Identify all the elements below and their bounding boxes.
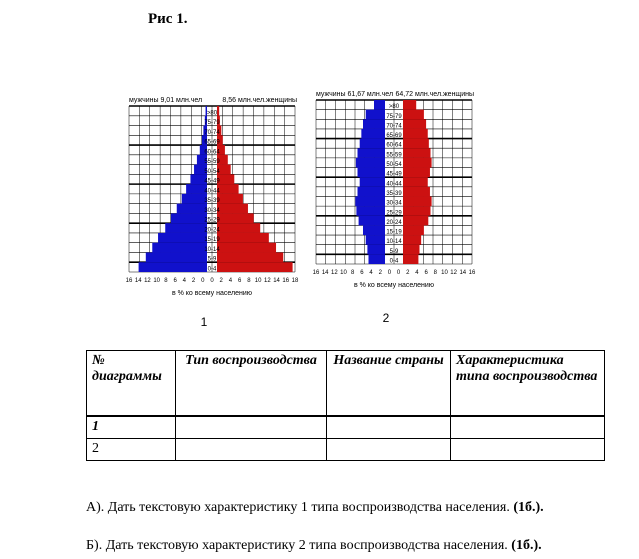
female-bar — [403, 245, 420, 255]
female-bar — [403, 168, 430, 178]
tick-label: 12 — [144, 278, 151, 284]
female-bar — [403, 148, 431, 158]
age-label: 0-4 — [207, 266, 217, 273]
female-bar — [403, 196, 432, 206]
tick-label: 4 — [415, 270, 419, 276]
female-bar — [403, 158, 432, 168]
age-label: 50-54 — [204, 168, 220, 175]
female-bar — [403, 129, 428, 139]
age-label: 25-29 — [204, 217, 220, 224]
row-number: 2 — [87, 439, 176, 461]
population-pyramid-1 — [127, 92, 299, 339]
row-country-cell[interactable] — [327, 416, 451, 439]
tick-label: 14 — [459, 270, 467, 276]
female-bar — [217, 106, 219, 116]
male-bar — [158, 233, 207, 243]
male-bar — [360, 139, 385, 149]
male-bar — [171, 213, 207, 223]
female-bar — [403, 177, 428, 187]
age-label: 60-64 — [386, 142, 402, 149]
age-label: 75-79 — [386, 113, 402, 120]
male-bar — [146, 252, 207, 262]
male-bar — [374, 100, 385, 110]
task-a — [86, 500, 544, 516]
male-bar — [139, 262, 207, 272]
header-reproduction-type: Тип воспроизводства — [176, 351, 327, 417]
female-bar — [217, 252, 283, 262]
tick-label: 8 — [351, 270, 355, 276]
figure-title: Рис 1. — [148, 11, 188, 27]
male-bar — [152, 243, 207, 253]
table-row — [87, 416, 605, 439]
male-bar — [358, 168, 386, 178]
male-bar — [369, 254, 386, 264]
task-b-points: (1б.). — [511, 538, 542, 553]
tick-label: 14 — [134, 278, 142, 284]
female-bar — [403, 110, 424, 120]
task-a-points: (1б.). — [513, 500, 544, 515]
tick-label: 16 — [312, 270, 320, 276]
age-label: 30-34 — [386, 200, 402, 207]
left-header: мужчины 9,01 млн.чел — [129, 97, 203, 104]
tick-label: 10 — [254, 278, 262, 284]
female-bar — [403, 216, 428, 226]
tick-label: 14 — [321, 270, 329, 276]
right-header: 64,72 млн.чел.женщины — [395, 91, 474, 98]
tick-label: 4 — [182, 278, 187, 284]
tick-label: 16 — [468, 270, 476, 276]
male-bar — [177, 204, 207, 214]
pyramid-2-chart — [314, 86, 476, 334]
task-a-text: А). Дать текстовую характеристику 1 типа воспроизводства населения. — [86, 500, 510, 515]
row-number: 1 — [87, 416, 176, 439]
male-bar — [358, 148, 386, 158]
age-label: 15-19 — [204, 237, 220, 244]
male-bar — [366, 235, 385, 245]
female-bar — [217, 204, 248, 214]
male-bar — [361, 129, 385, 139]
age-label: 20-24 — [386, 219, 402, 226]
tick-label: 8 — [164, 278, 168, 284]
table-header-row — [87, 351, 605, 417]
female-bar — [217, 233, 269, 243]
tick-label: 16 — [282, 278, 290, 284]
diagram-number: 1 — [200, 315, 208, 329]
tick-label: 12 — [331, 270, 338, 276]
age-label: 70-74 — [386, 123, 402, 130]
age-label: 55-59 — [204, 159, 220, 166]
age-label: 0-4 — [389, 258, 399, 265]
age-label: 10-14 — [204, 246, 220, 253]
age-label: 25-29 — [386, 210, 402, 217]
male-bar — [355, 196, 385, 206]
tick-label: 2 — [378, 270, 382, 276]
female-bar — [217, 262, 293, 272]
tick-label: 2 — [406, 270, 410, 276]
tick-label: 6 — [237, 278, 242, 284]
age-label: 30-34 — [204, 207, 220, 214]
tick-label: 14 — [273, 278, 280, 284]
age-label: 55-59 — [386, 152, 402, 159]
female-bar — [403, 187, 430, 197]
table-row — [87, 439, 605, 461]
tick-label: 12 — [450, 270, 457, 276]
row-type-cell[interactable] — [176, 439, 327, 461]
age-label: >80 — [206, 110, 218, 117]
pyramid-1-chart — [127, 92, 299, 334]
tick-label: 4 — [228, 278, 233, 284]
tick-label: 0 — [396, 270, 401, 276]
female-bar — [403, 119, 426, 129]
age-label: 10-14 — [386, 239, 402, 246]
tick-label: 2 — [191, 278, 196, 284]
tick-label: 10 — [340, 270, 347, 276]
age-label: 65-69 — [204, 139, 220, 146]
age-label: 15-19 — [386, 229, 402, 236]
male-bar — [366, 110, 385, 120]
male-bar — [363, 225, 385, 235]
male-bar — [356, 206, 385, 216]
age-label: 45-49 — [204, 178, 220, 185]
tick-label: 10 — [153, 278, 161, 284]
tick-label: 18 — [291, 278, 299, 284]
female-bar — [403, 254, 418, 264]
row-country-cell[interactable] — [327, 439, 451, 461]
age-label: 70-74 — [204, 129, 220, 136]
diagram-number: 2 — [382, 311, 390, 325]
female-bar — [403, 235, 421, 245]
tick-label: 10 — [441, 270, 448, 276]
female-bar — [217, 213, 254, 223]
tick-label: 8 — [247, 278, 251, 284]
tick-label: 4 — [369, 270, 373, 276]
tick-label: 16 — [125, 278, 133, 284]
tick-label: 6 — [173, 278, 177, 284]
age-label: 20-24 — [204, 227, 220, 234]
row-characteristic-cell[interactable] — [451, 416, 605, 439]
age-label: 35-39 — [386, 190, 402, 197]
age-label: 5-9 — [389, 248, 399, 255]
tick-label: 0 — [210, 278, 214, 284]
female-bar — [403, 225, 424, 235]
female-bar — [217, 223, 260, 233]
header-country-name: Название страны — [327, 351, 451, 417]
tick-label: 2 — [219, 278, 223, 284]
age-label: 60-64 — [204, 149, 220, 156]
male-bar — [359, 216, 385, 226]
age-label: 65-69 — [386, 133, 402, 140]
axis-caption: в % ко всему населению — [171, 290, 253, 297]
age-label: 75-79 — [204, 120, 220, 127]
female-bar — [217, 184, 239, 194]
age-label: 40-44 — [386, 181, 402, 188]
row-characteristic-cell[interactable] — [451, 439, 605, 461]
age-label: 40-44 — [204, 188, 220, 195]
male-bar — [182, 194, 207, 204]
female-bar — [217, 194, 243, 204]
male-bar — [358, 187, 386, 197]
tick-label: 0 — [387, 270, 392, 276]
female-bar — [403, 206, 431, 216]
left-header: мужчины 61,67 млн.чел — [316, 91, 394, 98]
header-diagram-number: № диаграммы — [87, 351, 176, 417]
tick-label: 8 — [433, 270, 437, 276]
task-b — [86, 538, 542, 554]
right-header: 8,56 млн.чел.женщины — [222, 97, 297, 104]
header-characteristic: Характеристика типа воспроизводства — [451, 351, 605, 417]
tick-label: 6 — [360, 270, 364, 276]
female-bar — [403, 100, 416, 110]
row-type-cell[interactable] — [176, 416, 327, 439]
female-bar — [217, 243, 276, 253]
reproduction-table — [86, 350, 605, 461]
age-label: 50-54 — [386, 162, 402, 169]
male-bar — [356, 158, 385, 168]
task-b-text: Б). Дать текстовую характеристику 2 типа воспроизводства населения. — [86, 538, 508, 553]
female-bar — [403, 139, 429, 149]
male-bar — [363, 119, 385, 129]
male-bar — [165, 223, 207, 233]
tick-label: 6 — [424, 270, 428, 276]
male-bar — [367, 245, 385, 255]
age-label: 45-49 — [386, 171, 402, 178]
age-label: >80 — [388, 104, 400, 111]
tick-label: 12 — [263, 278, 271, 284]
male-bar — [360, 177, 385, 187]
population-pyramid-2 — [314, 86, 476, 339]
age-label: 5-9 — [207, 256, 217, 263]
axis-caption: в % ко всему населению — [353, 282, 435, 289]
age-label: 35-39 — [204, 198, 220, 205]
tick-label: 0 — [201, 278, 205, 284]
